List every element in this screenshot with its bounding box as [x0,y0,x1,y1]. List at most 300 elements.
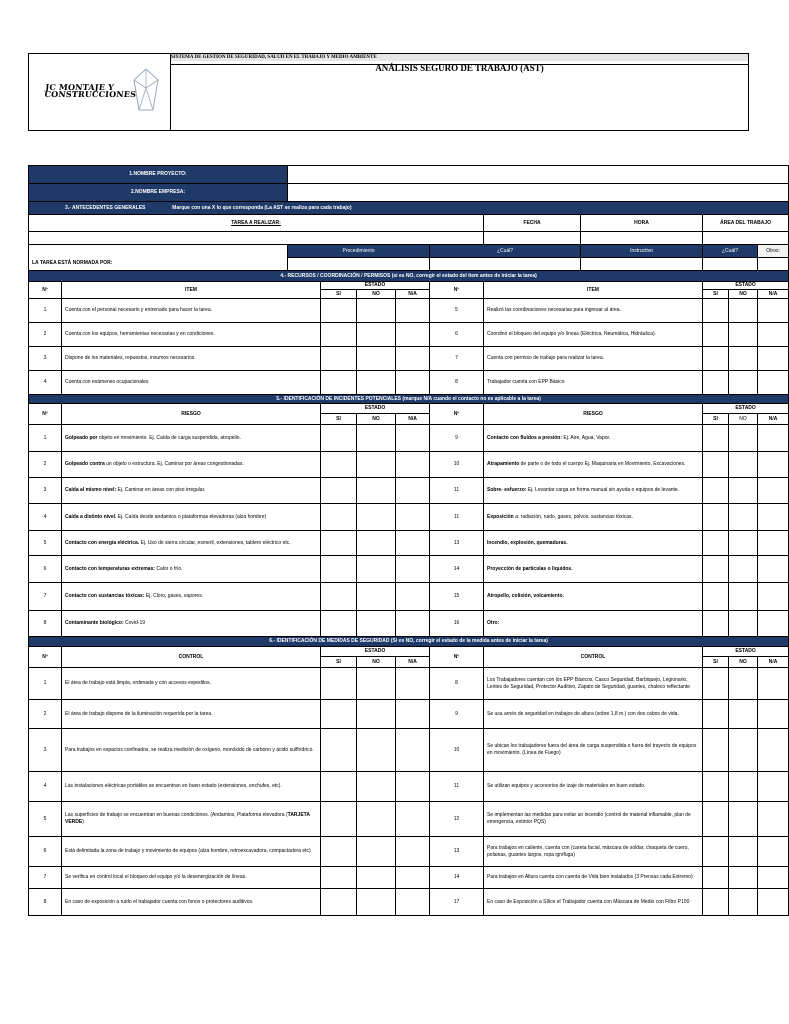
status-si-cell[interactable] [703,611,729,637]
status-no-cell[interactable] [729,837,758,867]
status-na-cell[interactable] [758,668,789,700]
control-text: Los Trabajadores cuentan con los EPP Básicos, Casco Seguridad, Barbiquejo, Legionario, Lentes de Seguridad, Protector Auditivo, Zapato de Seguridad, guantes, chaleco reflectante [484,668,703,700]
risk-bold: Golpeado contra [65,461,105,467]
status-na-cell[interactable] [758,837,789,867]
item-text: Cuenta con permiso de trabajo para realizar la tarea. [484,347,703,371]
row-number: 11 [430,772,484,802]
status-no-cell[interactable] [729,347,758,371]
status-no-cell[interactable] [357,700,396,729]
status-na-cell[interactable] [758,371,789,395]
status-na-cell[interactable] [758,889,789,916]
item-text: Cuenta con exámenes ocupacionales [62,371,321,395]
status-na-cell[interactable] [758,504,789,531]
control-text-end: ) [82,819,84,825]
status-na-cell[interactable] [758,700,789,729]
status-si-cell[interactable] [321,700,357,729]
row-number: 8 [430,668,484,700]
row-number: 5 [29,531,62,556]
risk-detail: Calor o frío. [155,565,183,572]
risk-bold: Proyección de partículas o líquidos. [487,565,573,572]
s4-na-left: N/A [396,290,430,299]
status-si-cell[interactable] [703,700,729,729]
row-number: 15 [430,583,484,611]
row-number: 13 [430,531,484,556]
status-no-cell[interactable] [357,802,396,837]
row-number: 6 [430,323,484,347]
s5-no-right: NO [729,414,758,425]
status-na-cell[interactable] [396,478,430,504]
risk-detail: Ej. Aire, Agua, Vapor. [562,434,611,441]
row-number: 7 [29,583,62,611]
risk-text [62,504,321,531]
status-si-cell[interactable] [321,478,357,504]
row-number: 8 [29,889,62,916]
row-number: 1 [29,299,62,323]
risk-text [62,556,321,583]
logo-cell [29,54,171,131]
document-header [28,53,749,131]
item-text: Coordinó el bloqueo del equipo y/o líneas (Eléctrica, Neumática, Hidráulica). [484,323,703,347]
status-si-cell[interactable] [321,425,357,452]
row-number: 8 [430,371,484,395]
risk-text [62,611,321,637]
s5-no-left: NO [357,414,396,425]
risk-bold: Contaminante biológico: [65,620,124,626]
status-si-cell[interactable] [703,837,729,867]
antecedents-note: Marque con una X lo que corresponda (La AST se realiza para cada trabajo) [172,204,352,211]
status-no-cell[interactable] [357,452,396,478]
control-text [62,802,321,837]
s6-control-header-right: CONTROL [484,647,703,668]
status-si-cell[interactable] [703,299,729,323]
risk-text [484,611,703,637]
status-na-cell[interactable] [758,611,789,637]
task-field[interactable] [29,232,484,245]
status-no-cell[interactable] [729,611,758,637]
status-si-cell[interactable] [321,323,357,347]
status-no-cell[interactable] [357,889,396,916]
s6-na-right: N/A [758,657,789,668]
s6-na-left: N/A [396,657,430,668]
project-name-field[interactable] [288,166,789,184]
status-no-cell[interactable] [729,371,758,395]
status-na-cell[interactable] [758,425,789,452]
s4-no-header-left: Nº [29,282,62,299]
status-no-cell[interactable] [357,668,396,700]
row-number: 2 [29,452,62,478]
status-si-cell[interactable] [703,583,729,611]
status-si-cell[interactable] [703,772,729,802]
risk-text [484,504,703,531]
status-na-cell[interactable] [396,583,430,611]
s4-si-right: SI [703,290,729,299]
status-si-cell[interactable] [321,802,357,837]
risk-text [62,478,321,504]
status-na-cell[interactable] [396,452,430,478]
item-text: Dispone de los materiales, repuestos, insumos necesarios. [62,347,321,371]
control-text: Está delimitada la zona de trabajo y movimiento de equipos (alza hombre, retroexcavadora, compactadora etc) [62,837,321,867]
status-si-cell[interactable] [321,531,357,556]
status-si-cell[interactable] [321,371,357,395]
status-no-cell[interactable] [357,556,396,583]
status-si-cell[interactable] [321,556,357,583]
control-text: Se verifica en control local el bloqueo del equipo y/o la desenergización de líneas. [62,867,321,889]
s5-riesgo-header-right: RIESGO [484,404,703,425]
control-text: Se usa arnés de seguridad en trabajos de altura (sobre 1,8 m.) con dos cabos de vida. [484,700,703,729]
s4-no-header-right: Nº [430,282,484,299]
instructive-label: Instructivo [581,245,703,258]
table-row [29,299,789,323]
row-number: 3 [29,729,62,772]
control-text: En caso de Exposición a Sílice el Trabajador cuenta con Máscara de Medio con Filtro P100 [484,889,703,916]
s5-riesgo-header-left: RIESGO [62,404,321,425]
antecedents-bar [29,202,789,215]
status-na-cell[interactable] [396,611,430,637]
status-na-cell[interactable] [758,299,789,323]
control-text: El área de trabajo está limpia, ordenada y con accesos expeditos. [62,668,321,700]
item-text: Cuenta con los equipos, herramientas necesarias y en condiciones. [62,323,321,347]
status-no-cell[interactable] [357,371,396,395]
instructive-field[interactable] [581,258,703,271]
s6-si-right: SI [703,657,729,668]
control-text: Se utilizan equipos y accesorios de izaje de materiales en buen estado. [484,772,703,802]
risk-bold: Contacto con temperaturas extremas: [65,565,156,572]
risk-text [62,425,321,452]
status-si-cell[interactable] [703,425,729,452]
row-number: 5 [430,299,484,323]
risk-detail: objeto en movimiento. Ej. Caída de carga suspendida, atropello. [97,434,241,441]
s6-no-right: NO [729,657,758,668]
status-na-cell[interactable] [758,452,789,478]
status-si-cell[interactable] [703,556,729,583]
status-no-cell[interactable] [729,425,758,452]
item-text: Trabajador cuenta con EPP Básico [484,371,703,395]
ast-form [28,165,789,916]
status-no-cell[interactable] [729,478,758,504]
status-na-cell[interactable] [396,556,430,583]
s4-no-right: NO [729,290,758,299]
s5-no-header-left: Nº [29,404,62,425]
status-si-cell[interactable] [321,583,357,611]
status-no-cell[interactable] [729,583,758,611]
status-no-cell[interactable] [357,772,396,802]
s6-si-left: SI [321,657,357,668]
risk-detail: Ej. Caída desde andamios o plataformas elevadoras (alza hombre) [116,513,267,520]
risk-text [62,583,321,611]
s4-item-header-left: ITEM [62,282,321,299]
risk-text [484,583,703,611]
date-field[interactable] [484,232,581,245]
status-no-cell[interactable] [357,478,396,504]
company-logo [29,54,171,130]
row-number: 5 [29,802,62,837]
status-no-cell[interactable] [729,700,758,729]
area-header: ÁREA DEL TRABAJO [703,215,789,232]
row-number: 12 [430,802,484,837]
status-si-cell[interactable] [703,531,729,556]
status-no-cell[interactable] [729,323,758,347]
status-si-cell[interactable] [321,772,357,802]
company-name-label: 2.NOMBRE EMPRESA: [29,184,288,202]
table-row [29,504,789,531]
status-na-cell[interactable] [758,802,789,837]
risk-bold: Incendio, explosión, quemaduras. [487,539,568,546]
row-number: 17 [430,889,484,916]
status-no-cell[interactable] [729,889,758,916]
area-field[interactable] [703,232,789,245]
doc-title: ANÁLISIS SEGURO DE TRABAJO (AST) [171,65,749,131]
risk-bold: Otro: [487,620,500,626]
status-si-cell[interactable] [321,668,357,700]
status-si-cell[interactable] [321,729,357,772]
risk-detail: un objeto o estructura. Ej. Caminar por áreas congestionadas. [104,461,244,467]
s6-estado-header-right: ESTADO [703,647,789,657]
status-na-cell[interactable] [396,504,430,531]
antecedents-label: 3.- ANTECEDENTES GENERALES [65,204,146,211]
status-si-cell[interactable] [703,668,729,700]
s5-na-right: N/A [758,414,789,425]
risk-bold: Atropello, colisión, volcamiento. [487,593,564,599]
row-number: 8 [29,611,62,637]
row-number: 2 [29,700,62,729]
status-na-cell[interactable] [758,531,789,556]
status-na-cell[interactable] [758,556,789,583]
status-na-cell[interactable] [396,700,430,729]
status-no-cell[interactable] [357,611,396,637]
risk-bold: Contacto con sustancias tóxicas: [65,593,145,599]
status-na-cell[interactable] [396,889,430,916]
status-si-cell[interactable] [321,504,357,531]
status-na-cell[interactable] [758,867,789,889]
s4-si-left: SI [321,290,357,299]
row-number: 10 [430,452,484,478]
row-number: 4 [29,504,62,531]
item-text: Cuenta con el personal necesario y entrenado para hacer la tarea. [62,299,321,323]
row-number: 11 [430,478,484,504]
status-no-cell[interactable] [357,347,396,371]
control-text: El área de trabajo dispone de la iluminación requerida por la tarea. [62,700,321,729]
logo-text: JC MONTAJE Y CONSTRUCCIONES [44,82,137,99]
status-no-cell[interactable] [729,867,758,889]
date-header: FECHA [484,215,581,232]
status-no-cell[interactable] [729,772,758,802]
instructive-which-field[interactable] [703,258,758,271]
status-si-cell[interactable] [703,867,729,889]
row-number: 9 [430,700,484,729]
status-na-cell[interactable] [396,668,430,700]
row-number: 11 [430,504,484,531]
status-si-cell[interactable] [703,729,729,772]
status-no-cell[interactable] [357,504,396,531]
table-row [29,556,789,583]
status-na-cell[interactable] [396,729,430,772]
procedure-which-field[interactable] [430,258,581,271]
status-no-cell[interactable] [729,668,758,700]
row-number: 2 [29,323,62,347]
others-field[interactable] [758,258,789,271]
risk-bold: Contacto con fluidos a presión: [487,434,563,441]
status-na-cell[interactable] [396,347,430,371]
status-no-cell[interactable] [357,837,396,867]
diamond-icon [133,68,159,116]
status-si-cell[interactable] [703,452,729,478]
risk-text [62,452,321,478]
status-no-cell[interactable] [729,531,758,556]
s4-estado-header-right: ESTADO [703,282,789,290]
table-row [29,611,789,637]
row-number: 6 [29,837,62,867]
procedure-which-label: ¿Cuál? [430,245,581,258]
risk-text [484,452,703,478]
status-na-cell[interactable] [758,347,789,371]
table-row [29,729,789,772]
table-row [29,700,789,729]
s5-no-header-right: Nº [430,404,484,425]
risk-detail: Ej. Levantar carga en forma manual sin ayuda o equipos de levante. [526,487,680,493]
status-no-cell[interactable] [729,556,758,583]
control-text: Para trabajos en Altura cuenta con cuenta de Vida bien instalados (3 Prensas cada Extremo) [484,867,703,889]
status-no-cell[interactable] [729,452,758,478]
status-na-cell[interactable] [758,772,789,802]
s6-no-left: NO [357,657,396,668]
risk-bold: Golpeado por [65,434,98,441]
s5-si-left: SI [321,414,357,425]
table-row [29,371,789,395]
project-name-label: 1.NOMBRE PROYECTO: [29,166,288,184]
risk-detail: Ej. Uso de sierra circular, esmeril, extensiones, tablero eléctrico etc. [139,539,291,546]
s4-item-header-right: ITEM [484,282,703,299]
task-label: TAREA A REALIZAR: [29,215,484,232]
status-si-cell[interactable] [703,347,729,371]
risk-bold: Contacto con energía eléctrica. [65,539,140,546]
status-no-cell[interactable] [357,425,396,452]
s4-estado-header-left: ESTADO [321,282,430,290]
status-no-cell[interactable] [729,802,758,837]
row-number: 7 [430,347,484,371]
control-text: Para trabajos en espacios confinados, se realiza medición de oxígeno, monóxido de carbono y ácido sulfhídrico. [62,729,321,772]
status-na-cell[interactable] [758,729,789,772]
status-na-cell[interactable] [396,772,430,802]
status-na-cell[interactable] [396,837,430,867]
status-no-cell[interactable] [357,323,396,347]
system-title: SISTEMA DE GESTIÓN DE SEGURIDAD, SALUD EN EL TRABAJO Y MEDIO AMBIENTE [171,54,748,61]
risk-detail: Ej. Cloro, gases, vapores. [144,593,204,599]
risk-text [484,556,703,583]
status-si-cell[interactable] [703,802,729,837]
row-number: 1 [29,668,62,700]
status-no-cell[interactable] [357,729,396,772]
procedure-field[interactable] [288,258,430,271]
status-no-cell[interactable] [357,299,396,323]
s6-no-header-right: Nº [430,647,484,668]
table-row [29,668,789,700]
risk-text [484,425,703,452]
status-na-cell[interactable] [396,531,430,556]
row-number: 3 [29,347,62,371]
status-si-cell[interactable] [321,347,357,371]
time-header: HORA [581,215,703,232]
status-na-cell[interactable] [396,323,430,347]
instructive-which-label: ¿Cuál? [703,245,758,258]
status-na-cell[interactable] [396,802,430,837]
risk-detail: Covid-19 [123,620,146,626]
table-row [29,323,789,347]
control-text: Las instalaciones eléctricas portátiles se encuentran en buen estado (extensiones, enchufes, etc). [62,772,321,802]
status-no-cell[interactable] [729,729,758,772]
s4-na-right: N/A [758,290,789,299]
status-na-cell[interactable] [396,867,430,889]
table-row [29,478,789,504]
status-na-cell[interactable] [758,478,789,504]
table-row [29,772,789,802]
status-no-cell[interactable] [357,583,396,611]
status-si-cell[interactable] [321,889,357,916]
risk-text [62,531,321,556]
row-number: 4 [29,772,62,802]
status-si-cell[interactable] [321,299,357,323]
s5-estado-header-left: ESTADO [321,404,430,414]
risk-bold: Sobre- esfuerzo: [487,487,527,493]
risk-text [484,478,703,504]
status-no-cell[interactable] [357,867,396,889]
time-field[interactable] [581,232,703,245]
section6-title: 6.- IDENTIFICACIÓN DE MEDIDAS DE SEGURIDAD (Si es NO, corregir el estado de la medida antes de iniciar la tarea) [29,637,789,647]
status-si-cell[interactable] [321,867,357,889]
status-si-cell[interactable] [321,452,357,478]
status-si-cell[interactable] [703,323,729,347]
row-number: 1 [29,425,62,452]
table-row [29,452,789,478]
status-na-cell[interactable] [396,425,430,452]
risk-bold: Exposición [487,513,514,520]
risk-bold: Atrapamiento [487,461,520,467]
risk-detail: Ej. Caminar en áreas con piso irregular. [116,487,206,493]
status-si-cell[interactable] [703,504,729,531]
row-number: 13 [430,837,484,867]
table-row [29,867,789,889]
s5-estado-header-right: ESTADO [703,404,789,414]
s5-na-left: N/A [396,414,430,425]
status-na-cell[interactable] [396,299,430,323]
risk-detail: a: radiación, ruido, gases, polvos, sustancias tóxicas. [513,513,633,520]
green-card-label: TARJETA VERDE [65,812,310,825]
status-si-cell[interactable] [703,371,729,395]
status-na-cell[interactable] [396,371,430,395]
status-no-cell[interactable] [729,504,758,531]
control-text: Para trabajos en caliente, cuenta con (careta facial, máscara de soldar, chaqueta de cuero, polainas, guantes largos, ropa ignífuga) [484,837,703,867]
table-row [29,425,789,452]
status-na-cell[interactable] [758,583,789,611]
company-name-field[interactable] [288,184,789,202]
table-row [29,583,789,611]
status-si-cell[interactable] [321,611,357,637]
status-si-cell[interactable] [703,478,729,504]
row-number: 3 [29,478,62,504]
status-no-cell[interactable] [729,299,758,323]
table-row [29,531,789,556]
s6-control-header-left: CONTROL [62,647,321,668]
item-text: Realizó las coordinaciones necesarias para ingresar al área. [484,299,703,323]
risk-text [484,531,703,556]
row-number: 14 [430,556,484,583]
procedure-label: Procedimiento [288,245,430,258]
risk-bold: Caída al mismo nivel: [65,487,117,493]
status-si-cell[interactable] [703,889,729,916]
status-na-cell[interactable] [758,323,789,347]
others-label: Otros: [758,245,789,258]
status-si-cell[interactable] [321,837,357,867]
status-no-cell[interactable] [357,531,396,556]
